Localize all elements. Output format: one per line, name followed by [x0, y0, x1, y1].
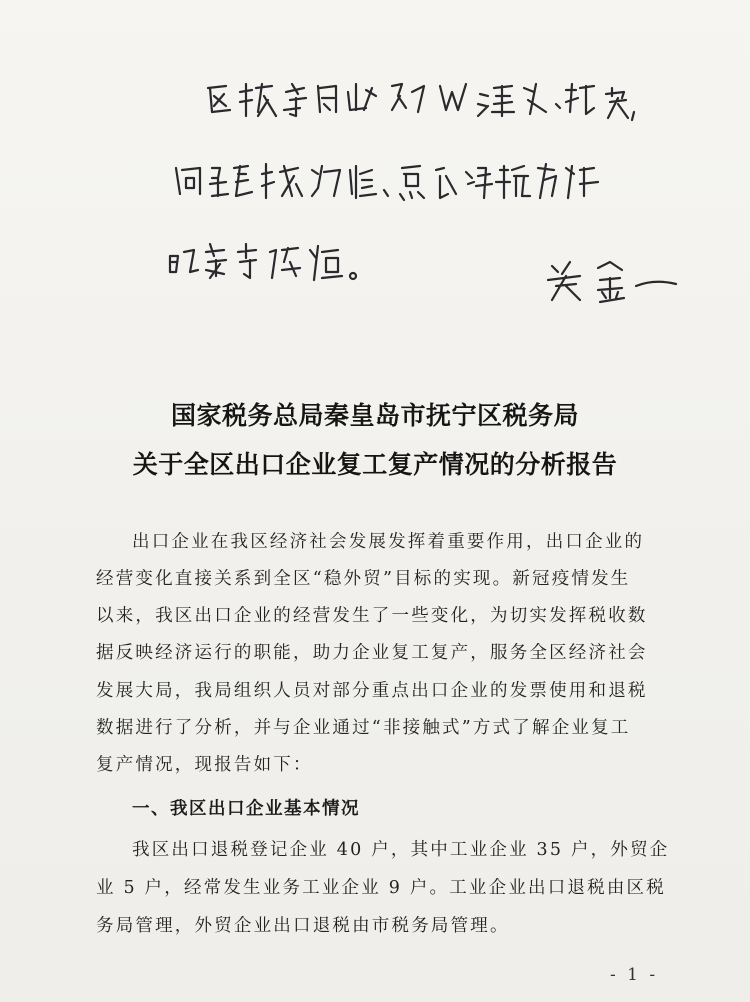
page-number: - 1 - — [610, 965, 659, 985]
report-title-line-2: 关于全区出口企业复工复产情况的分析报告 — [132, 450, 618, 479]
intro-line-1: 出口企业在我区经济社会发展发挥着重要作用，出口企业的 — [132, 532, 645, 552]
intro-line-4: 据反映经济运行的职能，助力企业复工复产，服务全区经济社会 — [96, 643, 648, 663]
section-1-line-1: 我区出口退税登记企业 40 户，其中工业企业 35 户，外贸企 — [132, 840, 670, 860]
report-title-line-1: 国家税务总局秦皇岛市抚宁区税务局 — [170, 401, 579, 430]
section-1-line-2: 业 5 户，经常发生业务工业企业 9 户。工业企业出口退税由区税 — [96, 878, 666, 898]
handwritten-annotation — [0, 0, 750, 320]
intro-line-5: 发展大局，我局组织人员对部分重点出口企业的发票使用和退税 — [96, 681, 648, 701]
intro-line-2: 经营变化直接关系到全区“稳外贸”目标的实现。新冠疫情发生 — [96, 569, 631, 589]
intro-line-3: 以来，我区出口企业的经营发生了一些变化，为切实发挥税收数 — [96, 606, 648, 626]
intro-line-6: 数据进行了分析，并与企业通过“非接触式”方式了解企业复工 — [96, 718, 631, 738]
intro-line-7: 复产情况，现报告如下： — [96, 755, 313, 775]
section-1-line-3: 务局管理，外贸企业出口退税由市税务局管理。 — [96, 916, 510, 936]
handwriting-ink — [0, 0, 750, 320]
section-1-heading: 一、我区出口企业基本情况 — [132, 799, 360, 819]
